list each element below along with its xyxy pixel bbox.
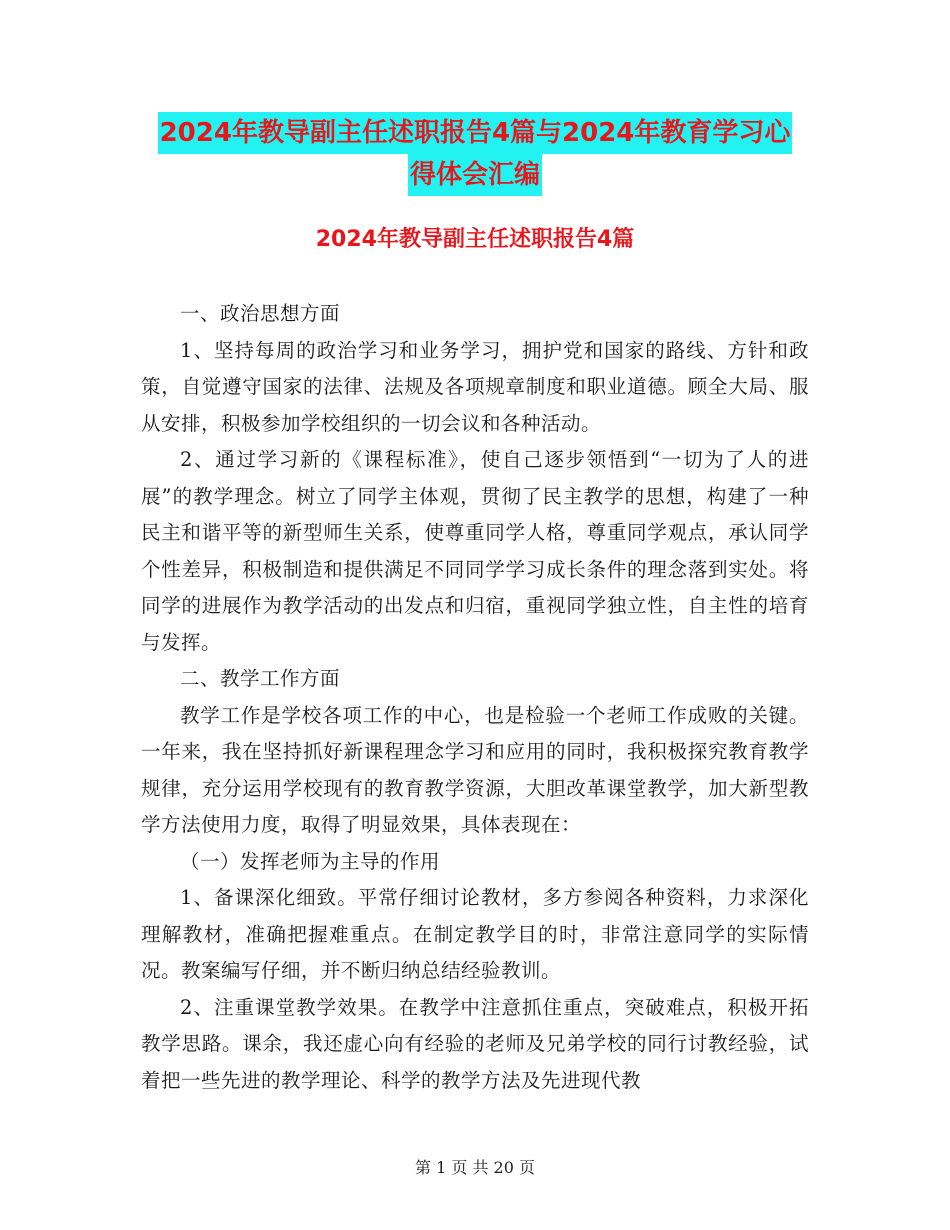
document-body — [141, 296, 809, 1099]
paragraph: 1、备课深化细致。平常仔细讨论教材，多方参阅各种资料，力求深化理解教材，准确把握难重点。在制定教学目的时，非常注意同学的实际情况。教案编写仔细，并不断归纳总结经验教训。 — [141, 886, 809, 982]
section-subtitle: 2024年教导副主任述职报告4篇 — [315, 227, 635, 252]
paragraph: 1、坚持每周的政治学习和业务学习，拥护党和国家的路线、方针和政策，自觉遵守国家的法律、法规及各项规章制度和职业道德。顾全大局、服从安排，积极参加学校组织的一切会议和各种活动。 — [141, 338, 809, 435]
page-footer: 第 1 页 共 20 页 — [415, 1158, 535, 1177]
paragraph: 教学工作是学校各项工作的中心，也是检验一个老师工作成败的关键。一年来，我在坚持抓好新课程理念学习和应用的同时，我积极探究教育教学规律，充分运用学校现有的教育教学资源，大胆改革课堂教学，加大新型教学方法使用力度，取得了明显效果，具体表现在： — [141, 703, 809, 836]
title-line-1: 2024年教导副主任述职报告4篇与2024年教育学习心 — [158, 112, 793, 154]
paragraph: 2、通过学习新的《课程标准》，使自己逐步领悟到“一切为了人的进展”的教学理念。树立了同学主体观，贯彻了民主教学的思想，构建了一种民主和谐平等的新型师生关系，使尊重同学人格，尊重同学观点，承认同学个性差异，积极制造和提供满足不同同学学习成长条件的理念落到实处。将同学的进展作为教学活动的出发点和归宿，重视同学独立性，自主性的培育与发挥。 — [141, 448, 809, 654]
paragraph: （一）发挥老师为主导的作用 — [180, 849, 441, 873]
document-title — [0, 112, 950, 196]
paragraph: 二、教学工作方面 — [180, 667, 341, 690]
title-line-2: 得体会汇编 — [408, 154, 542, 196]
paragraph: 2、注重课堂教学效果。在教学中注意抓住重点，突破难点，积极开拓教学思路。课余，我还虚心向有经验的老师及兄弟学校的同行讨教经验，试着把一些先进的教学理论、科学的教学方法及先进现代教 — [141, 995, 809, 1092]
paragraph: 一、政治思想方面 — [180, 302, 341, 325]
